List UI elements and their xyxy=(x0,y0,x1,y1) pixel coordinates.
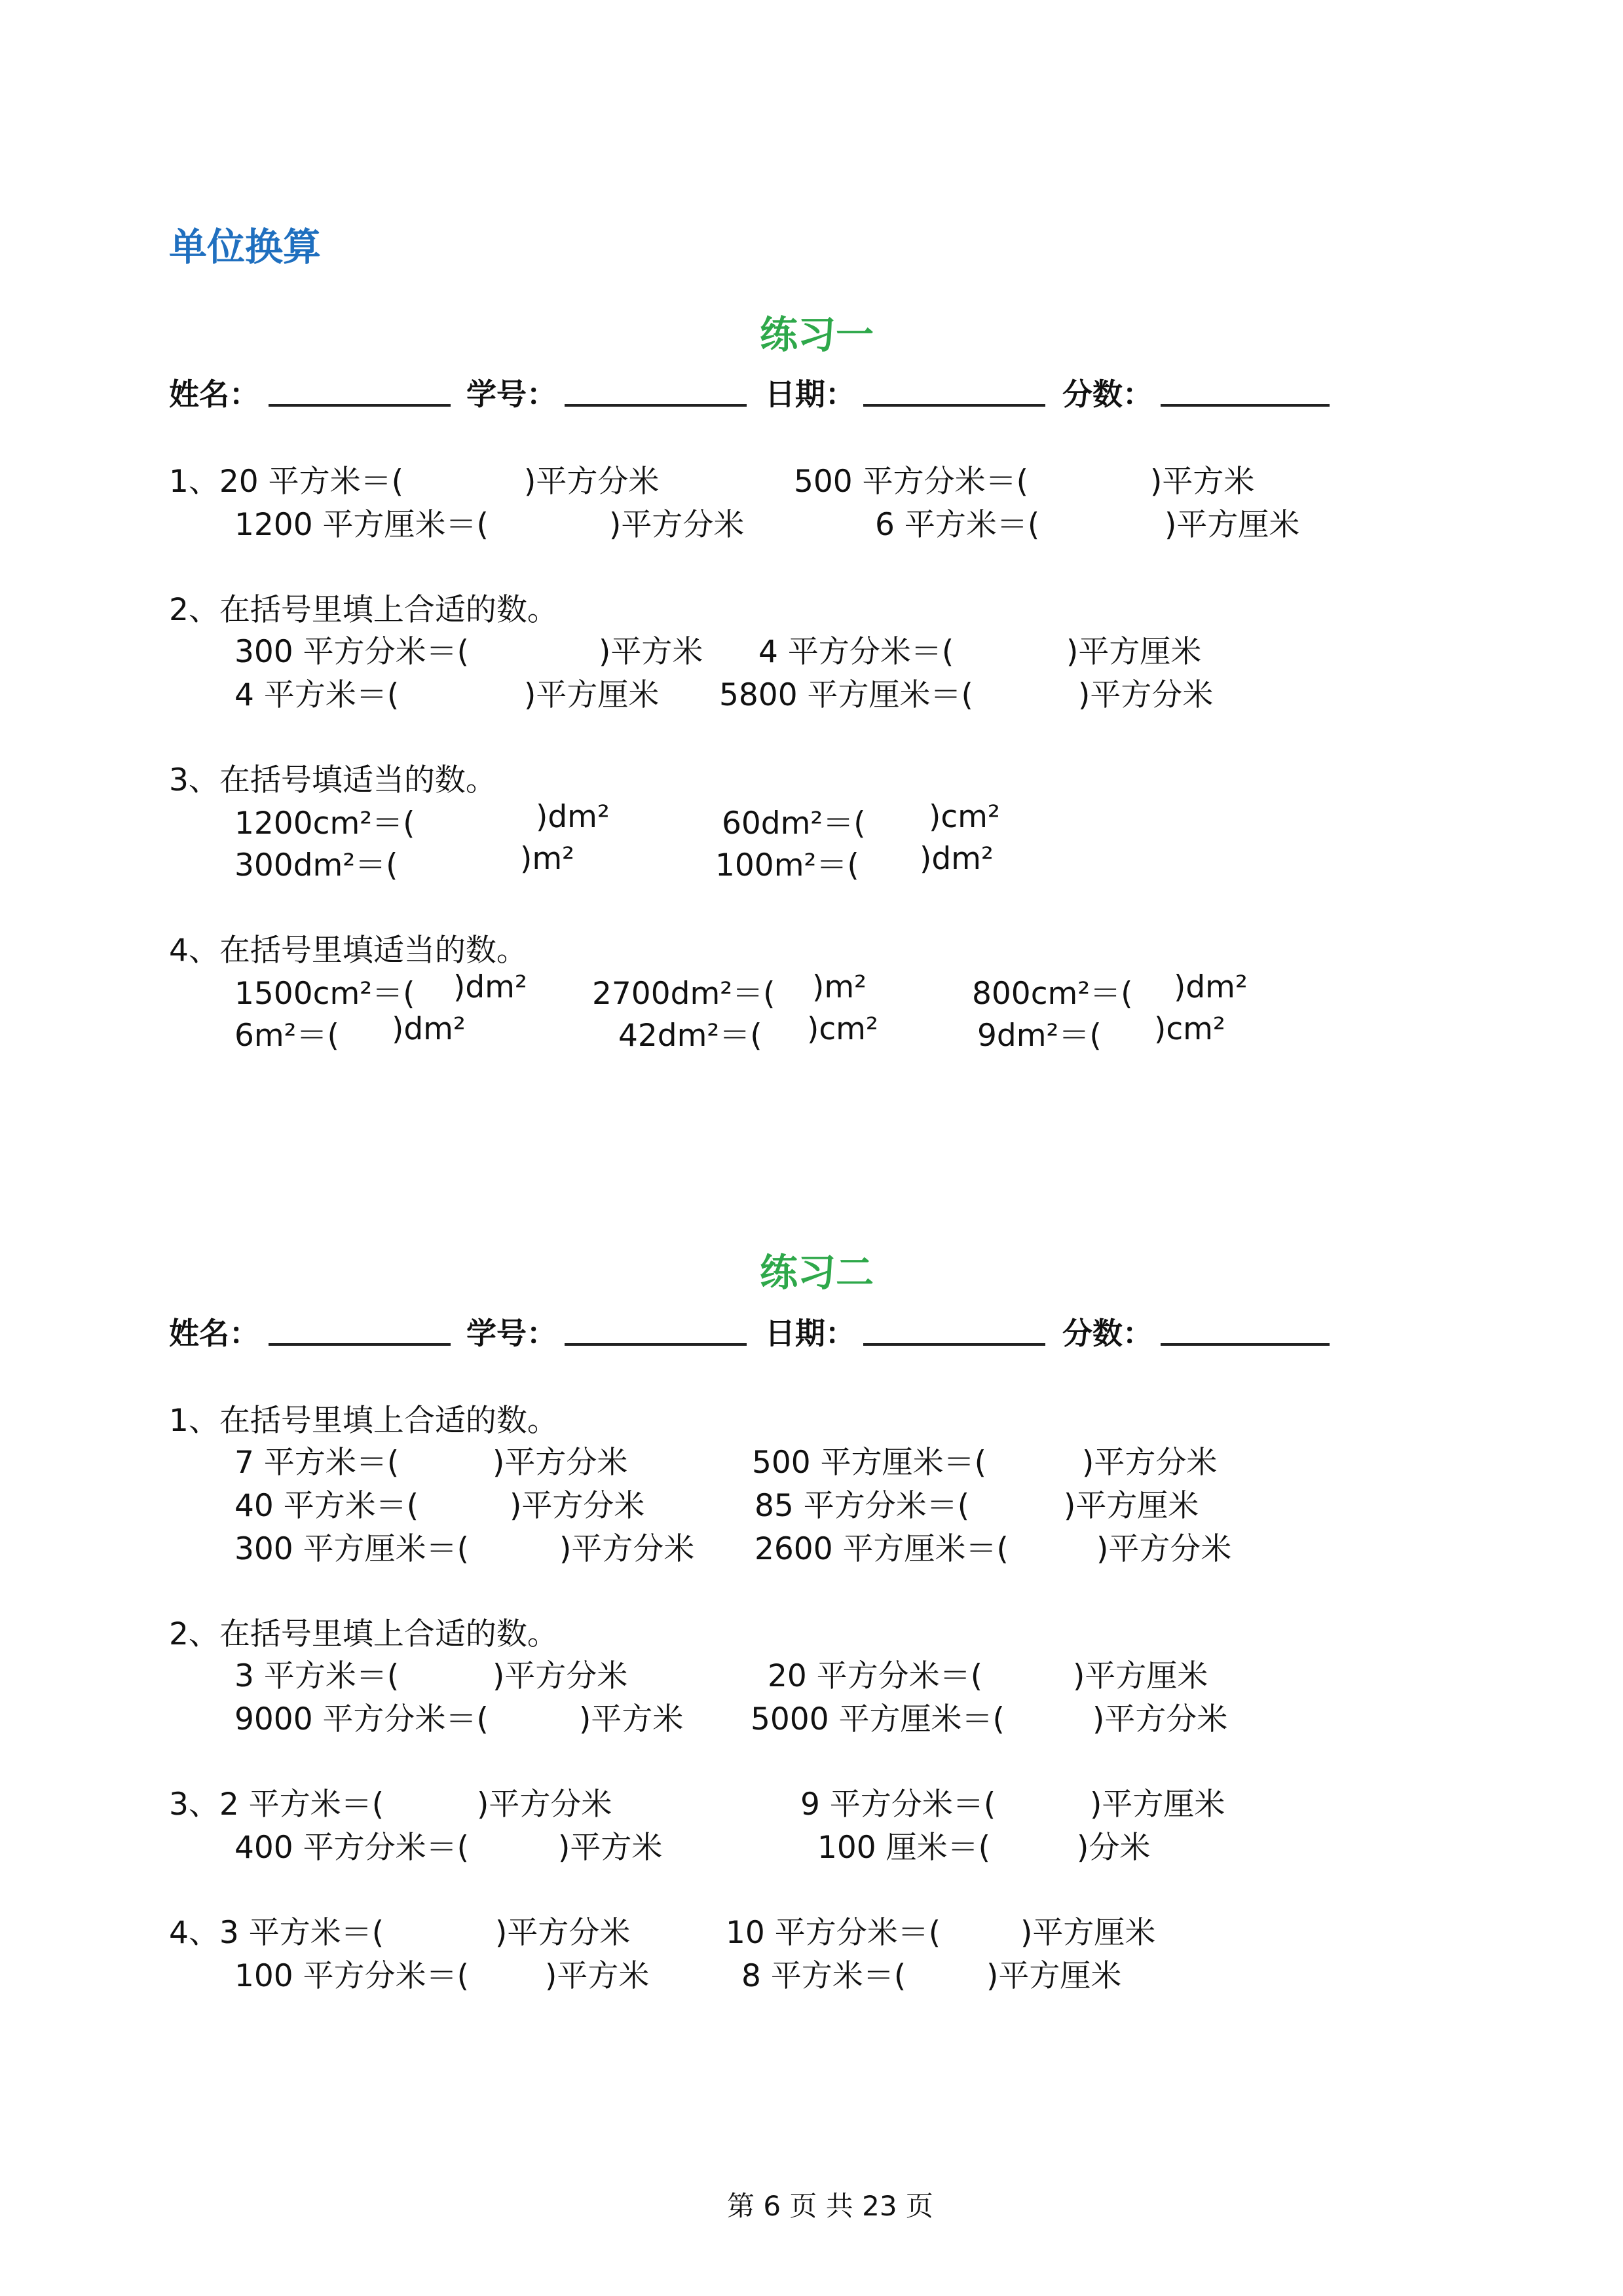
problem-left: 9dm²＝( xyxy=(977,1018,1102,1054)
problem-right: )dm² xyxy=(920,841,994,877)
problem-right: )平方厘米 xyxy=(1020,1915,1156,1951)
name-field[interactable] xyxy=(269,404,451,407)
score-field[interactable] xyxy=(1161,1343,1330,1346)
date-field[interactable] xyxy=(863,1343,1045,1346)
problem-right: )平方分米 xyxy=(493,1445,628,1481)
problem-left: 5000 平方厘米＝( xyxy=(751,1701,1005,1737)
problem-right: )平方分米 xyxy=(1082,1445,1218,1481)
problem-left: 60dm²＝( xyxy=(722,805,866,842)
name-field[interactable] xyxy=(269,1343,451,1346)
problem-right: )dm² xyxy=(453,969,527,1005)
student-id-label: 学号： xyxy=(466,1316,557,1351)
problem-left: 9000 平方分米＝( xyxy=(234,1701,489,1737)
problem-left: 400 平方分米＝( xyxy=(234,1830,469,1866)
problem-right: )分米 xyxy=(1077,1830,1151,1866)
problem-left: 4 平方分米＝( xyxy=(758,634,954,670)
problem-right: )平方分米 xyxy=(477,1787,612,1823)
problem-right: )平方分米 xyxy=(1092,1701,1228,1737)
score-field[interactable] xyxy=(1161,404,1330,407)
problem-left: 800cm²＝( xyxy=(972,976,1133,1012)
problem-left: 300dm²＝( xyxy=(234,847,398,883)
problem-left: 6m²＝( xyxy=(234,1018,339,1054)
question-header: 3、在括号填适当的数。 xyxy=(169,762,496,798)
problem-left: 6 平方米＝( xyxy=(875,507,1040,543)
problem-left: 5800 平方厘米＝( xyxy=(719,677,973,713)
question-header: 2、在括号里填上合适的数。 xyxy=(169,1616,558,1652)
problem-right: )dm² xyxy=(1174,969,1248,1005)
problem-left: 10 平方分米＝( xyxy=(726,1915,941,1951)
problem-left: 100 厘米＝( xyxy=(817,1830,990,1866)
name-label: 姓名： xyxy=(169,377,259,412)
problem-left: 7 平方米＝( xyxy=(234,1445,400,1481)
exercise-1-title: 练习一 xyxy=(760,312,874,357)
problem-left: 20 平方分米＝( xyxy=(768,1658,983,1694)
question-header: 2、在括号里填上合适的数。 xyxy=(169,592,558,628)
problem-right: )平方米 xyxy=(579,1701,684,1737)
student-id-field[interactable] xyxy=(565,404,747,407)
problem-right: )m² xyxy=(520,841,574,877)
problem-left: 2600 平方厘米＝( xyxy=(755,1531,1009,1567)
problem-right: )dm² xyxy=(536,799,610,835)
name-label: 姓名： xyxy=(169,1316,259,1351)
problem-right: )cm² xyxy=(807,1011,878,1047)
problem-left: 3、2 平方米＝( xyxy=(169,1787,384,1823)
question-header: 1、在括号里填上合适的数。 xyxy=(169,1403,558,1439)
problem-right: )cm² xyxy=(929,799,1000,835)
problem-right: )平方米 xyxy=(545,1958,650,1994)
problem-right: )平方米 xyxy=(1150,464,1255,500)
problem-left: 85 平方分米＝( xyxy=(755,1488,970,1524)
problem-left: 9 平方分米＝( xyxy=(800,1787,996,1823)
problem-left: 2700dm²＝( xyxy=(592,976,775,1012)
problem-right: )平方厘米 xyxy=(986,1958,1122,1994)
question-header: 4、在括号里填适当的数。 xyxy=(169,933,527,969)
page-number: 第 6 页 共 23 页 xyxy=(727,2190,933,2222)
problem-right: )平方米 xyxy=(599,634,703,670)
problem-left: 3 平方米＝( xyxy=(234,1658,400,1694)
page-title: 单位换算 xyxy=(169,225,322,269)
student-id-label: 学号： xyxy=(466,377,557,412)
problem-right: )平方分米 xyxy=(493,1658,628,1694)
problem-left: 300 平方厘米＝( xyxy=(234,1531,469,1567)
problem-left: 1200 平方厘米＝( xyxy=(234,507,489,543)
date-field[interactable] xyxy=(863,404,1045,407)
problem-left: 40 平方米＝( xyxy=(234,1488,419,1524)
problem-right: )平方厘米 xyxy=(1165,507,1300,543)
problem-left: 100m²＝( xyxy=(715,847,859,883)
problem-right: )平方米 xyxy=(558,1830,663,1866)
problem-right: )dm² xyxy=(392,1011,466,1047)
problem-left: 8 平方米＝( xyxy=(741,1958,906,1994)
score-label: 分数： xyxy=(1062,377,1153,412)
problem-right: )平方分米 xyxy=(1096,1531,1232,1567)
problem-left: 100 平方分米＝( xyxy=(234,1958,469,1994)
exercise-2-title: 练习二 xyxy=(760,1250,874,1295)
problem-left: 500 平方分米＝( xyxy=(794,464,1028,500)
problem-right: )平方分米 xyxy=(524,464,660,500)
score-label: 分数： xyxy=(1062,1316,1153,1351)
problem-right: )平方厘米 xyxy=(1090,1787,1225,1823)
problem-left: 4 平方米＝( xyxy=(234,677,400,713)
problem-left: 1200cm²＝( xyxy=(234,805,415,842)
date-label: 日期： xyxy=(765,1316,855,1351)
problem-right: )平方分米 xyxy=(609,507,745,543)
problem-right: )平方厘米 xyxy=(1066,634,1202,670)
student-id-field[interactable] xyxy=(565,1343,747,1346)
problem-left: 300 平方分米＝( xyxy=(234,634,469,670)
problem-right: )平方分米 xyxy=(510,1488,645,1524)
problem-right: )平方厘米 xyxy=(524,677,660,713)
problem-right: )平方分米 xyxy=(1078,677,1214,713)
problem-right: )cm² xyxy=(1154,1011,1225,1047)
problem-right: )平方厘米 xyxy=(1073,1658,1208,1694)
problem-left: 4、3 平方米＝( xyxy=(169,1915,384,1951)
problem-left: 500 平方厘米＝( xyxy=(752,1445,986,1481)
problem-right: )平方分米 xyxy=(495,1915,631,1951)
problem-right: )平方厘米 xyxy=(1064,1488,1199,1524)
problem-left: 1500cm²＝( xyxy=(234,976,415,1012)
problem-right: )m² xyxy=(812,969,867,1005)
date-label: 日期： xyxy=(765,377,855,412)
problem-left: 1、20 平方米＝( xyxy=(169,464,403,500)
problem-left: 42dm²＝( xyxy=(618,1018,762,1054)
problem-right: )平方分米 xyxy=(559,1531,695,1567)
